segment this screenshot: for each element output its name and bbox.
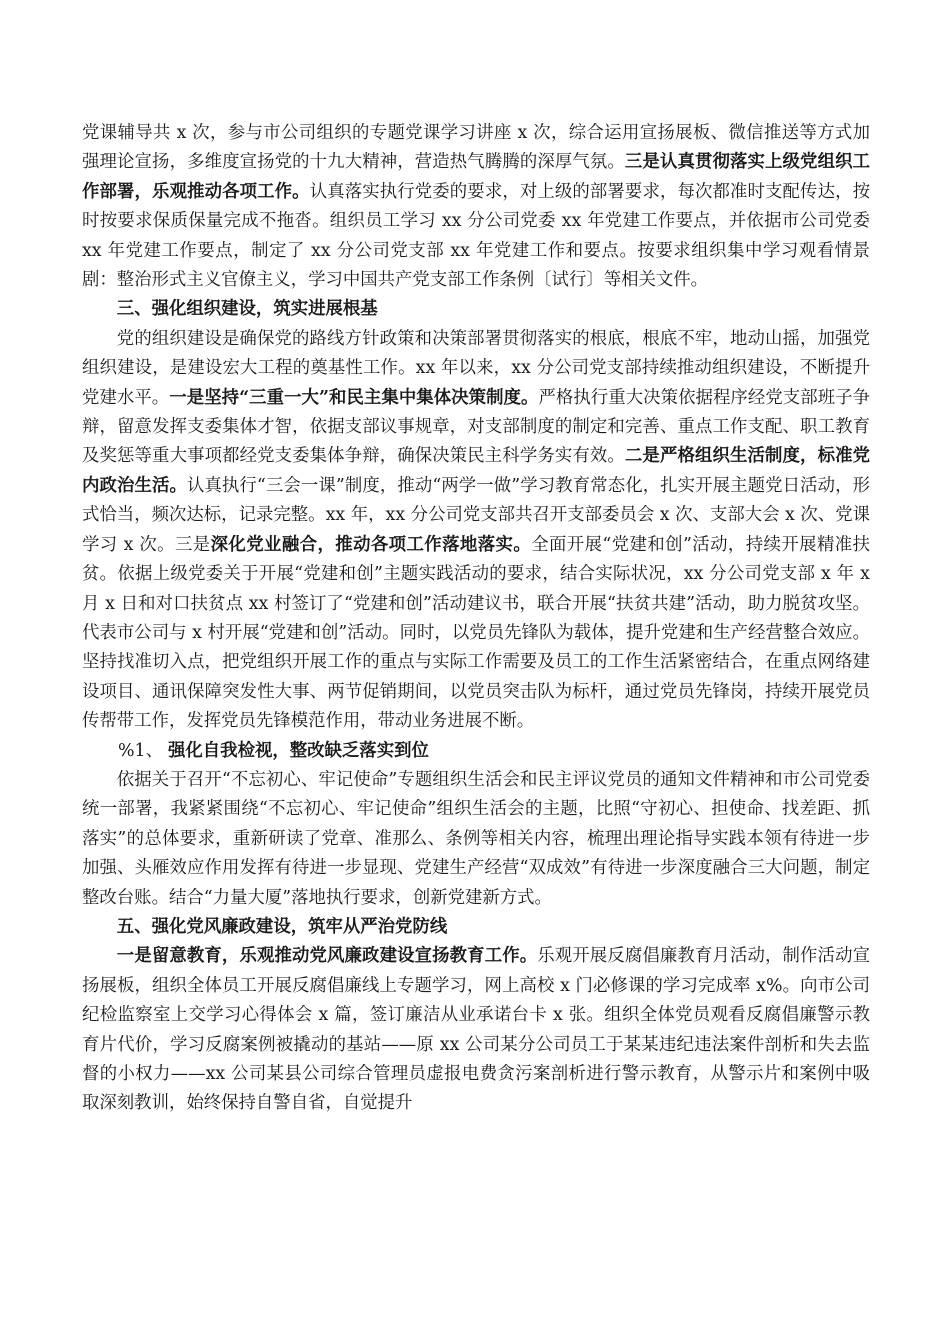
text-run: 认真落实执行党委的要求，对上级的部署要求，每次都准时支配传达，按时按要求保质保量完成不拖沓。组织员工学习 xx 分公司党委 xx 年党建工作要点，并依据市公司党委 xx 年党建工作要点，制定了 xx 分公司党支部 xx 年党建工作和要点。按要求组织集中学习观看情景剧：整治形式主义官僚主义，学习中国共产党支部工作条例〔试行〕等相关文件。 <box>82 181 870 291</box>
text-run: 严格执行重大决策依据程序经党支部班子争辩，留意发挥支委集体才智，依据支部议事规章，对支部制度的制定和完善、重点工作支配、职工教育及奖惩等重大事项都经党支委集体争辩，确保决策民主科学务实有效。 <box>82 387 870 467</box>
paragraph-party-lectures <box>82 119 870 295</box>
bold-lead-sentence: 一是留意教育，乐观推动党风廉政建设宣扬教育工作。 <box>116 946 538 967</box>
text-run: 全面开展“党建和创”活动，持续开展精准扶贫。依据上级党委关于开展“党建和创”主题实践活动的要求，结合实际状况，xx 分公司党支部 x 年 x 月 x 日和对口扶贫点 xx 村签订了“党建和创”活动建议书，联合开展“扶贫共建”活动，助力脱贫攻坚。代表市公司与 x 村开展“党建和创”活动。同时，以党员先锋队为载体，提升党建和生产经营整合效应。坚持找准切入点，把党组织开展工作的重点与实际工作需要及员工的工作生活紧密结合，在重点网络建设项目、通讯保障突发性大事、两节促销期间，以党员突击队为标杆，通过党员先锋岗，持续开展党员传帮带工作，发挥党员先锋模范作用，带动业务进展不断。 <box>82 534 870 732</box>
bold-lead-sentence: 一是坚持“三重一大”和民主集中集体决策制度。 <box>169 387 539 408</box>
text-run: 认真执行“三会一课”制度，推动“两学一做”学习教育常态化，扎实开展主题党日活动，形式恰当，频次达标，记录完整。xx 年，xx 分公司党支部共召开支部委员会 x 次、支部大会 x 次、党课学习 x 次。三是 <box>82 475 870 555</box>
text-run: 党的组织建设是确保党的路线方针政策和决策部署贯彻落实的根底，根底不牢，地动山摇，加强党组织建设，是建设宏大工程的奠基性工作。xx 年以来，xx 分公司党支部持续推动组织建设，不断提升党建水平。 <box>82 328 870 408</box>
list-number: %1、 <box>118 740 163 761</box>
text-run: 党课辅导共 x 次，参与市公司组织的专题党课学习讲座 x 次，综合运用宣扬展板、微信推送等方式加强理论宣扬，多维度宣扬党的十九大精神，营造热气腾腾的深厚气氛。 <box>82 123 870 173</box>
paragraph-organization-building <box>82 325 870 737</box>
bold-lead-sentence: 深化党业融合，推动各项工作落地落实。 <box>210 534 532 555</box>
section-heading-five: 五、强化党风廉政建设，筑牢从严治党防线 <box>116 916 448 937</box>
bold-lead-sentence: 三是认真贯彻落实上级党组织工作部署，乐观推动各项工作。 <box>82 152 870 202</box>
section-heading-three: 三、强化组织建设，筑实进展根基 <box>116 299 378 320</box>
paragraph-integrity-education <box>82 942 870 1118</box>
paragraph-self-examination: 依据关于召开“不忘初心、牢记使命”专题组织生活会和民主评议党员的通知文件精神和市公司党委统一部署，我紧紧围绕“不忘初心、牢记使命”组织生活会的主题，比照“守初心、担使命、找差距、抓落实”的总体要求，重新研读了党章、准那么、条例等相关内容，梳理出理论指导实践本领有待进一步加强、头雁效应作用发挥有待进一步显现、党建生产经营“双成效”有待进一步深度融合三大问题，制定整改台账。结合“力量大厦”落地执行要求，创新党建新方式。 <box>82 769 870 908</box>
bold-lead-sentence: 二是严格组织生活制度，标准党内政治生活。 <box>82 446 870 496</box>
text-run: 乐观开展反腐倡廉教育月活动，制作活动宣扬展板，组织全体员工开展反腐倡廉线上专题学习，网上高校 x 门必修课的学习完成率 x%。向市公司纪检监察室上交学习心得体会 x 篇，签订廉洁从业承诺台卡 x 张。组织全体党员观看反腐倡廉警示教育片代价，学习反腐案例被撬动的基站——原 xx 公司某分公司员工于某某违纪违法案件剖析和失去监督的小权力——xx 公司某县公司综合管理员虚报电费贪污案剖析进行警示教育，从警示片和案例中吸取深刻教训，始终保持自警自省，自觉提升 <box>82 946 870 1114</box>
document-page <box>82 119 870 1119</box>
section-heading-four <box>82 737 870 766</box>
heading-text: 强化自我检视，整改缺乏落实到位 <box>168 740 429 761</box>
